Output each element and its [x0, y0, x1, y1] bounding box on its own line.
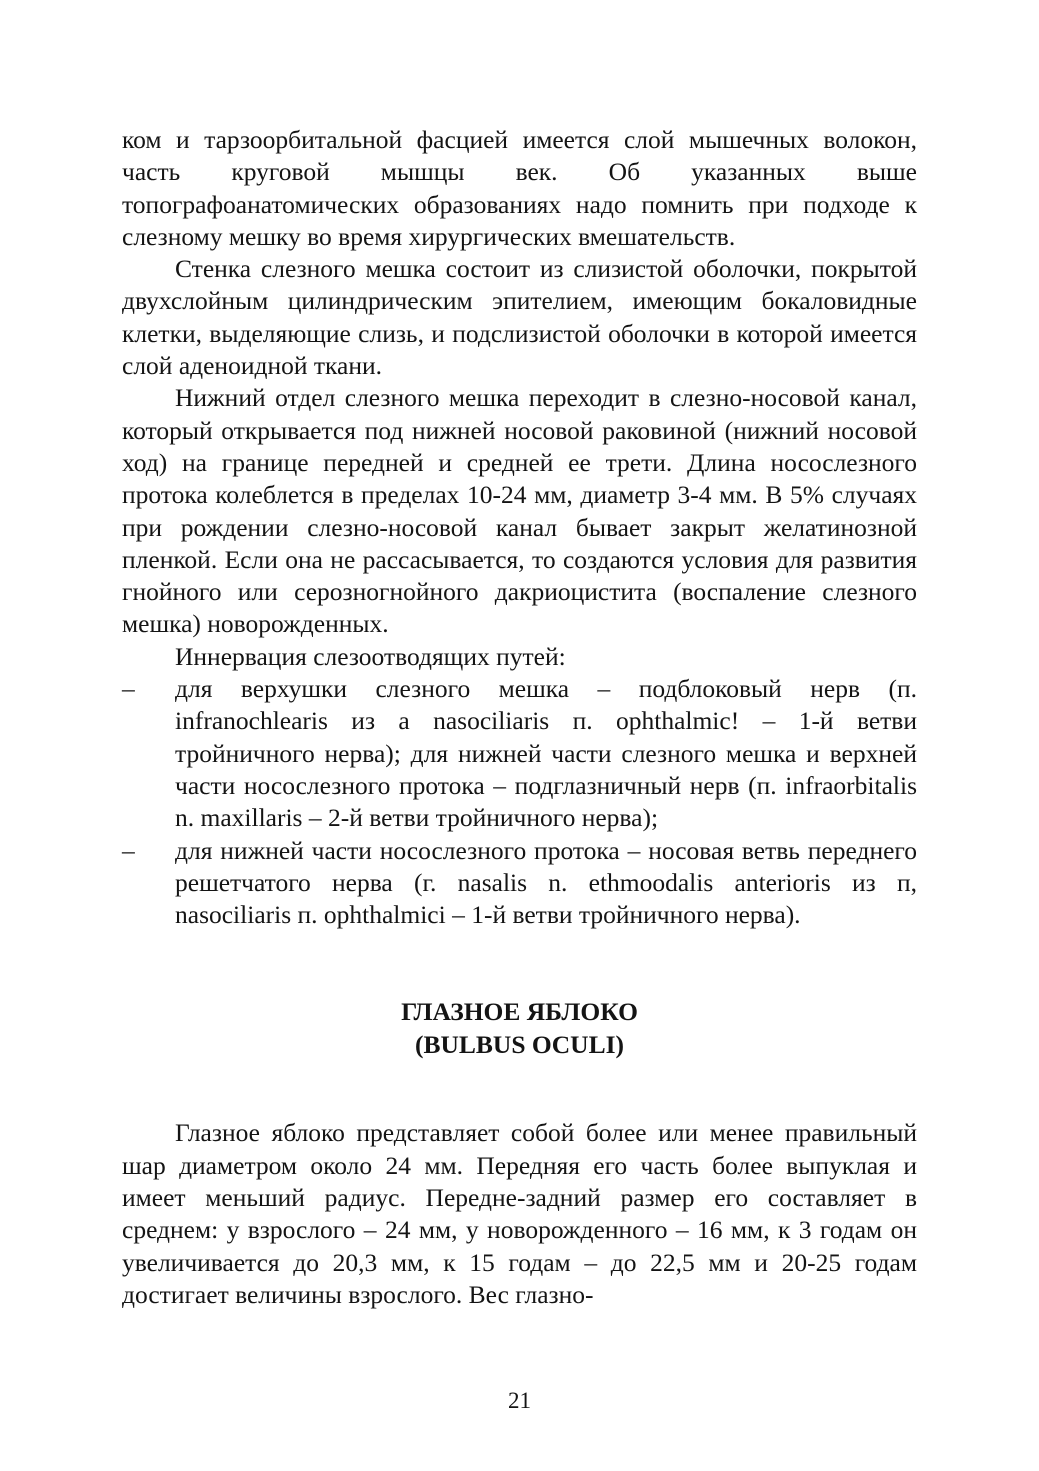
page-number: 21: [508, 1388, 531, 1413]
list-item-text: для нижней части носослезного протока – носовая ветвь переднего решетчатого нерва (г. nasalis n. ethmoodalis anterioris из п, nasociliaris п. ophthalmici – 1-й ветви тройничного нерва).: [175, 835, 917, 930]
list-marker: –: [122, 674, 135, 704]
list-intro: Иннервация слезоотводящих путей:: [175, 641, 566, 671]
body-paragraph: Стенка слезного мешка состоит из слизистой оболочки, покрытой двухслойным цилиндрическим эпителием, имеющим бокаловидные клетки, выделяющие слизь, и подслизистой оболочки в которой имеется слой аденоидной ткани.: [122, 254, 917, 381]
page-body: [122, 124, 917, 1311]
section-heading: [122, 996, 917, 1061]
body-paragraph: Глазное яблоко представляет собой более или менее правильный шар диаметром около 24 мм. Передняя его часть более выпуклая и имеет меньший радиус. Передне-задний размер его составляет в среднем: у взрослого – 24 мм, у новорожденного – 16 мм, к 3 годам он увеличивается до 20,3 мм, к 15 годам – до 22,5 мм и 20-25 годам достигает величины взрослого. Вес глазно-: [122, 1118, 917, 1309]
section-subtitle: (BULBUS OCULI): [415, 1029, 624, 1059]
list-item-text: для верхушки слезного мешка – подблоковый нерв (п. infranochlearis из a nasociliaris п. ophthalmic! – 1-й ветви тройничного нерва); для нижней части слезного мешка и верхней части носослезного протока – подглазничный нерв (п. infraorbitalis n. maxillaris – 2-й ветви тройничного нерва);: [175, 674, 917, 833]
list-marker: –: [122, 835, 135, 865]
body-paragraph: ком и тарзоорбитальной фасцией имеется слой мышечных волокон, часть круговой мышцы век. Об указанных выше топографоанатомических образованиях надо помнить при подходе к слезному мешку во время хирургических вмешательств.: [122, 125, 917, 251]
list-item: [122, 673, 917, 834]
body-paragraph: Нижний отдел слезного мешка переходит в слезно-носовой канал, который открывается под нижней носовой раковиной (нижний носовой ход) на границе передней и средней ее трети. Длина носослезного протока колеблется в пределах 10-24 мм, диаметр 3-4 мм. В 5% случаях при рождении слезно-носовой канал бывает закрыт желатинозной пленкой. Если она не рассасывается, то создаются условия для развития гнойного или серозногнойного дакриоцистита (воспаление слезного мешка) новорожденных.: [122, 383, 917, 639]
list-item: [122, 835, 917, 932]
section-title: ГЛАЗНОЕ ЯБЛОКО: [401, 997, 638, 1027]
innervation-list: [122, 673, 917, 931]
